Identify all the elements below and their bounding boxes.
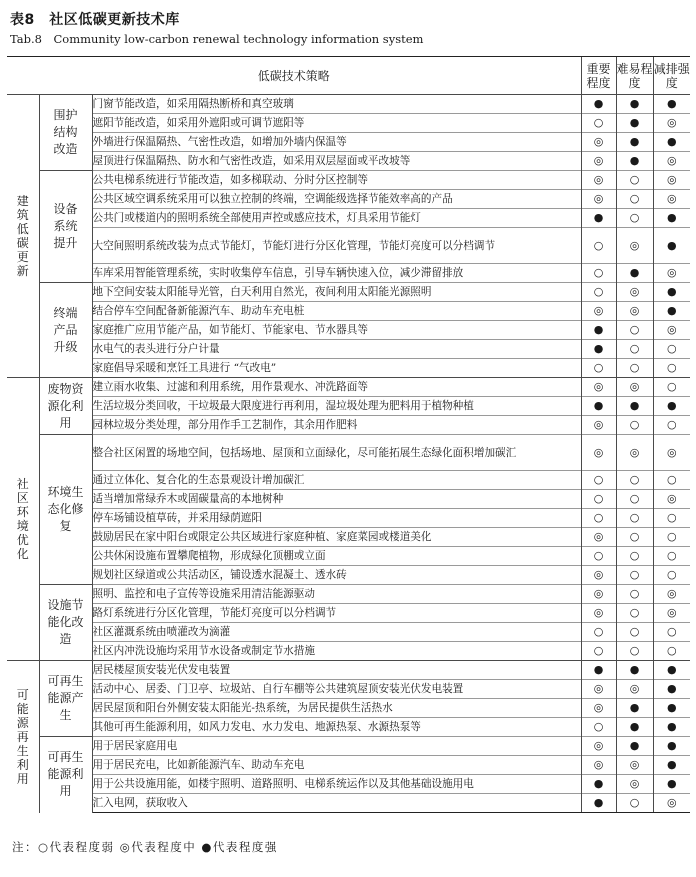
table-row <box>7 95 690 114</box>
difficulty-rating: ● <box>616 133 653 152</box>
difficulty-rating: ○ <box>616 794 653 813</box>
difficulty-rating: ◎ <box>616 228 653 264</box>
importance-rating: ◎ <box>581 302 616 321</box>
importance-rating: ◎ <box>581 152 616 171</box>
table-row <box>7 416 690 435</box>
reduction-rating: ◎ <box>653 604 690 623</box>
table-row <box>7 133 690 152</box>
table-row <box>7 359 690 378</box>
reduction-rating: ● <box>653 209 690 228</box>
table-row <box>7 114 690 133</box>
table-row <box>7 699 690 718</box>
importance-rating: ◎ <box>581 585 616 604</box>
strategy-text: 生活垃圾分类回收，干垃圾最大限度进行再利用，湿垃圾处理为肥料用于植物种植 <box>92 397 581 416</box>
difficulty-rating: ◎ <box>616 680 653 699</box>
importance-rating: ○ <box>581 509 616 528</box>
strategy-text: 建立雨水收集、过滤和利用系统，用作景观水、冲洗路面等 <box>92 378 581 397</box>
importance-rating: ○ <box>581 114 616 133</box>
importance-rating: ● <box>581 321 616 340</box>
table-row <box>7 209 690 228</box>
table-row <box>7 378 690 397</box>
importance-rating: ● <box>581 794 616 813</box>
reduction-rating: ◎ <box>653 152 690 171</box>
strategy-text: 家庭推广应用节能产品，如节能灯、节能家电、节水器具等 <box>92 321 581 340</box>
reduction-rating: ◎ <box>653 585 690 604</box>
strategy-text: 通过立体化、复合化的生态景观设计增加碳汇 <box>92 471 581 490</box>
difficulty-rating: ○ <box>616 321 653 340</box>
table-row <box>7 642 690 661</box>
category-label: 设备系统提升 <box>39 171 92 283</box>
difficulty-rating: ○ <box>616 490 653 509</box>
importance-rating: ◎ <box>581 190 616 209</box>
importance-rating: ◎ <box>581 435 616 471</box>
domain-label: 可能源再生利用 <box>7 661 39 813</box>
table-row <box>7 490 690 509</box>
reduction-rating: ○ <box>653 359 690 378</box>
strategy-text: 其他可再生能源利用，如风力发电、水力发电、地源热泵、水源热泵等 <box>92 718 581 737</box>
strategy-text: 居民屋顶和阳台外侧安装太阳能光-热系统，为居民提供生活热水 <box>92 699 581 718</box>
strategy-text: 用于居民家庭用电 <box>92 737 581 756</box>
table-row <box>7 190 690 209</box>
strategy-text: 居民楼屋顶安装光伏发电装置 <box>92 661 581 680</box>
reduction-rating: ◎ <box>653 114 690 133</box>
strategy-text: 停车场铺设植草砖，并采用绿荫遮阳 <box>92 509 581 528</box>
table-row <box>7 604 690 623</box>
difficulty-rating: ◎ <box>616 378 653 397</box>
strategy-text: 整合社区闲置的场地空间，包括场地、屋顶和立面绿化，尽可能拓展生态绿化面积增加碳汇 <box>92 435 581 471</box>
reduction-rating: ◎ <box>653 171 690 190</box>
strategy-text: 适当增加常绿乔木或固碳量高的本地树种 <box>92 490 581 509</box>
legend-note: 注：○代表程度弱 ◎代表程度中 ●代表程度强 <box>12 840 278 854</box>
strategy-text: 水电气的表头进行分户计量 <box>92 340 581 359</box>
reduction-rating: ● <box>653 95 690 114</box>
difficulty-rating: ● <box>616 737 653 756</box>
table-row <box>7 680 690 699</box>
header-importance: 重要程度 <box>581 57 616 95</box>
importance-rating: ● <box>581 661 616 680</box>
table-row <box>7 302 690 321</box>
difficulty-rating: ● <box>616 699 653 718</box>
strategy-text: 门窗节能改造，如采用隔热断桥和真空玻璃 <box>92 95 581 114</box>
strategy-text: 结合停车空间配备新能源汽车、助动车充电桩 <box>92 302 581 321</box>
category-label: 终端产品升级 <box>39 283 92 378</box>
strategy-text: 大空间照明系统改装为点式节能灯，节能灯进行分区化管理，节能灯亮度可以分档调节 <box>92 228 581 264</box>
reduction-rating: ○ <box>653 471 690 490</box>
strategy-text: 公共区域空调系统采用可以独立控制的终端，空调能级选择节能效率高的产品 <box>92 190 581 209</box>
difficulty-rating: ◎ <box>616 435 653 471</box>
strategy-text: 地下空间安装太阳能导光管，白天利用自然光，夜间利用太阳能光源照明 <box>92 283 581 302</box>
table-row <box>7 566 690 585</box>
table-row <box>7 737 690 756</box>
table-row <box>7 509 690 528</box>
reduction-rating: ● <box>653 228 690 264</box>
reduction-rating: ● <box>653 661 690 680</box>
difficulty-rating: ◎ <box>616 283 653 302</box>
importance-rating: ◎ <box>581 133 616 152</box>
importance-rating: ○ <box>581 642 616 661</box>
importance-rating: ◎ <box>581 604 616 623</box>
importance-rating: ◎ <box>581 378 616 397</box>
category-label: 环境生态化修复 <box>39 435 92 585</box>
table-row <box>7 435 690 471</box>
category-label: 可再生能源利用 <box>39 737 92 813</box>
table-row <box>7 794 690 813</box>
table-row <box>7 264 690 283</box>
strategy-text: 遮阳节能改造，如采用外遮阳或可调节遮阳等 <box>92 114 581 133</box>
difficulty-rating: ● <box>616 397 653 416</box>
reduction-rating: ○ <box>653 509 690 528</box>
category-label: 设施节能化改造 <box>39 585 92 661</box>
reduction-rating: ● <box>653 718 690 737</box>
importance-rating: ○ <box>581 283 616 302</box>
strategy-text: 公共电梯系统进行节能改造，如多梯联动、分时分区控制等 <box>92 171 581 190</box>
table-body <box>7 95 690 813</box>
reduction-rating: ◎ <box>653 794 690 813</box>
strategy-text: 用于居民充电，比如新能源汽车、助动车充电 <box>92 756 581 775</box>
reduction-rating: ● <box>653 756 690 775</box>
table-header-row <box>7 57 690 95</box>
strategy-text: 屋顶进行保温隔热、防水和气密性改造，如采用双层屋面或平改坡等 <box>92 152 581 171</box>
table-row <box>7 585 690 604</box>
difficulty-rating: ○ <box>616 623 653 642</box>
table-row <box>7 718 690 737</box>
reduction-rating: ● <box>653 302 690 321</box>
table-row <box>7 152 690 171</box>
technology-table <box>7 56 690 813</box>
table-row <box>7 661 690 680</box>
strategy-text: 社区内冲洗设施均采用节水设备或制定节水措施 <box>92 642 581 661</box>
strategy-text: 公共门或楼道内的照明系统全部使用声控或感应技术，灯具采用节能灯 <box>92 209 581 228</box>
importance-rating: ○ <box>581 228 616 264</box>
importance-rating: ● <box>581 340 616 359</box>
reduction-rating: ○ <box>653 378 690 397</box>
importance-rating: ○ <box>581 623 616 642</box>
importance-rating: ◎ <box>581 756 616 775</box>
category-label: 围护结构改造 <box>39 95 92 171</box>
strategy-text: 汇入电网，获取收入 <box>92 794 581 813</box>
reduction-rating: ● <box>653 680 690 699</box>
table-row <box>7 340 690 359</box>
difficulty-rating: ○ <box>616 585 653 604</box>
strategy-text: 活动中心、居委、门卫亭、垃圾站、自行车棚等公共建筑屋顶安装光伏发电装置 <box>92 680 581 699</box>
difficulty-rating: ◎ <box>616 775 653 794</box>
table-row <box>7 775 690 794</box>
reduction-rating: ● <box>653 699 690 718</box>
importance-rating: ○ <box>581 264 616 283</box>
importance-rating: ○ <box>581 490 616 509</box>
importance-rating: ● <box>581 95 616 114</box>
difficulty-rating: ● <box>616 152 653 171</box>
strategy-text: 路灯系统进行分区化管理，节能灯亮度可以分档调节 <box>92 604 581 623</box>
table-row <box>7 471 690 490</box>
strategy-text: 车库采用智能管理系统，实时收集停车信息，引导车辆快速入位，减少滞留排放 <box>92 264 581 283</box>
strategy-text: 用于公共设施用能，如楼宇照明、道路照明、电梯系统运作以及其他基础设施用电 <box>92 775 581 794</box>
header-difficulty: 难易程度 <box>616 57 653 95</box>
importance-rating: ◎ <box>581 699 616 718</box>
table-row <box>7 397 690 416</box>
difficulty-rating: ○ <box>616 642 653 661</box>
reduction-rating: ○ <box>653 642 690 661</box>
importance-rating: ○ <box>581 471 616 490</box>
difficulty-rating: ○ <box>616 171 653 190</box>
table-row <box>7 171 690 190</box>
difficulty-rating: ○ <box>616 471 653 490</box>
difficulty-rating: ○ <box>616 566 653 585</box>
strategy-text: 外墙进行保温隔热、气密性改造，如增加外墙内保温等 <box>92 133 581 152</box>
reduction-rating: ● <box>653 775 690 794</box>
difficulty-rating: ● <box>616 95 653 114</box>
table-row <box>7 756 690 775</box>
header-strategy: 低碳技术策略 <box>7 57 581 95</box>
importance-rating: ◎ <box>581 566 616 585</box>
reduction-rating: ◎ <box>653 490 690 509</box>
strategy-text: 照明、监控和电子宣传等设施采用清洁能源驱动 <box>92 585 581 604</box>
table-row <box>7 528 690 547</box>
importance-rating: ● <box>581 209 616 228</box>
reduction-rating: ○ <box>653 566 690 585</box>
reduction-rating: ○ <box>653 340 690 359</box>
reduction-rating: ◎ <box>653 321 690 340</box>
table-title: 表8 社区低碳更新技术库 <box>10 12 180 28</box>
difficulty-rating: ○ <box>616 190 653 209</box>
reduction-rating: ○ <box>653 528 690 547</box>
table-row <box>7 321 690 340</box>
reduction-rating: ○ <box>653 547 690 566</box>
table-row <box>7 623 690 642</box>
domain-label: 社区环境优化 <box>7 378 39 661</box>
reduction-rating: ● <box>653 737 690 756</box>
difficulty-rating: ● <box>616 661 653 680</box>
difficulty-rating: ○ <box>616 528 653 547</box>
header-reduction: 减排强度 <box>653 57 690 95</box>
difficulty-rating: ○ <box>616 416 653 435</box>
importance-rating: ○ <box>581 718 616 737</box>
importance-rating: ○ <box>581 547 616 566</box>
strategy-text: 园林垃圾分类处理，部分用作手工艺制作，其余用作肥料 <box>92 416 581 435</box>
difficulty-rating: ● <box>616 114 653 133</box>
difficulty-rating: ○ <box>616 509 653 528</box>
strategy-text: 公共休闲设施布置攀爬植物，形成绿化顶棚或立面 <box>92 547 581 566</box>
importance-rating: ◎ <box>581 528 616 547</box>
importance-rating: ● <box>581 775 616 794</box>
difficulty-rating: ● <box>616 264 653 283</box>
strategy-text: 社区灌溉系统由喷灌改为滴灌 <box>92 623 581 642</box>
reduction-rating: ● <box>653 397 690 416</box>
difficulty-rating: ● <box>616 718 653 737</box>
difficulty-rating: ○ <box>616 209 653 228</box>
category-label: 废物资源化利用 <box>39 378 92 435</box>
table-row <box>7 283 690 302</box>
table-row <box>7 228 690 264</box>
reduction-rating: ◎ <box>653 190 690 209</box>
difficulty-rating: ○ <box>616 340 653 359</box>
reduction-rating: ◎ <box>653 435 690 471</box>
importance-rating: ◎ <box>581 171 616 190</box>
category-label: 可再生能源产生 <box>39 661 92 737</box>
difficulty-rating: ○ <box>616 359 653 378</box>
reduction-rating: ◎ <box>653 264 690 283</box>
importance-rating: ○ <box>581 359 616 378</box>
table-row <box>7 547 690 566</box>
reduction-rating: ○ <box>653 623 690 642</box>
reduction-rating: ○ <box>653 416 690 435</box>
strategy-text: 鼓励居民在家中阳台或限定公共区域进行家庭种植、家庭菜园或楼道美化 <box>92 528 581 547</box>
domain-label: 建筑低碳更新 <box>7 95 39 378</box>
importance-rating: ◎ <box>581 737 616 756</box>
importance-rating: ◎ <box>581 416 616 435</box>
reduction-rating: ● <box>653 283 690 302</box>
importance-rating: ◎ <box>581 680 616 699</box>
importance-rating: ● <box>581 397 616 416</box>
table-title-english: Tab.8 Community low-carbon renewal technology information system <box>10 32 424 46</box>
strategy-text: 规划社区绿道或公共活动区，铺设透水混凝土、透水砖 <box>92 566 581 585</box>
difficulty-rating: ○ <box>616 604 653 623</box>
reduction-rating: ● <box>653 133 690 152</box>
difficulty-rating: ○ <box>616 547 653 566</box>
difficulty-rating: ◎ <box>616 756 653 775</box>
strategy-text: 家庭倡导采暖和烹饪工具进行 “气改电” <box>92 359 581 378</box>
difficulty-rating: ◎ <box>616 302 653 321</box>
